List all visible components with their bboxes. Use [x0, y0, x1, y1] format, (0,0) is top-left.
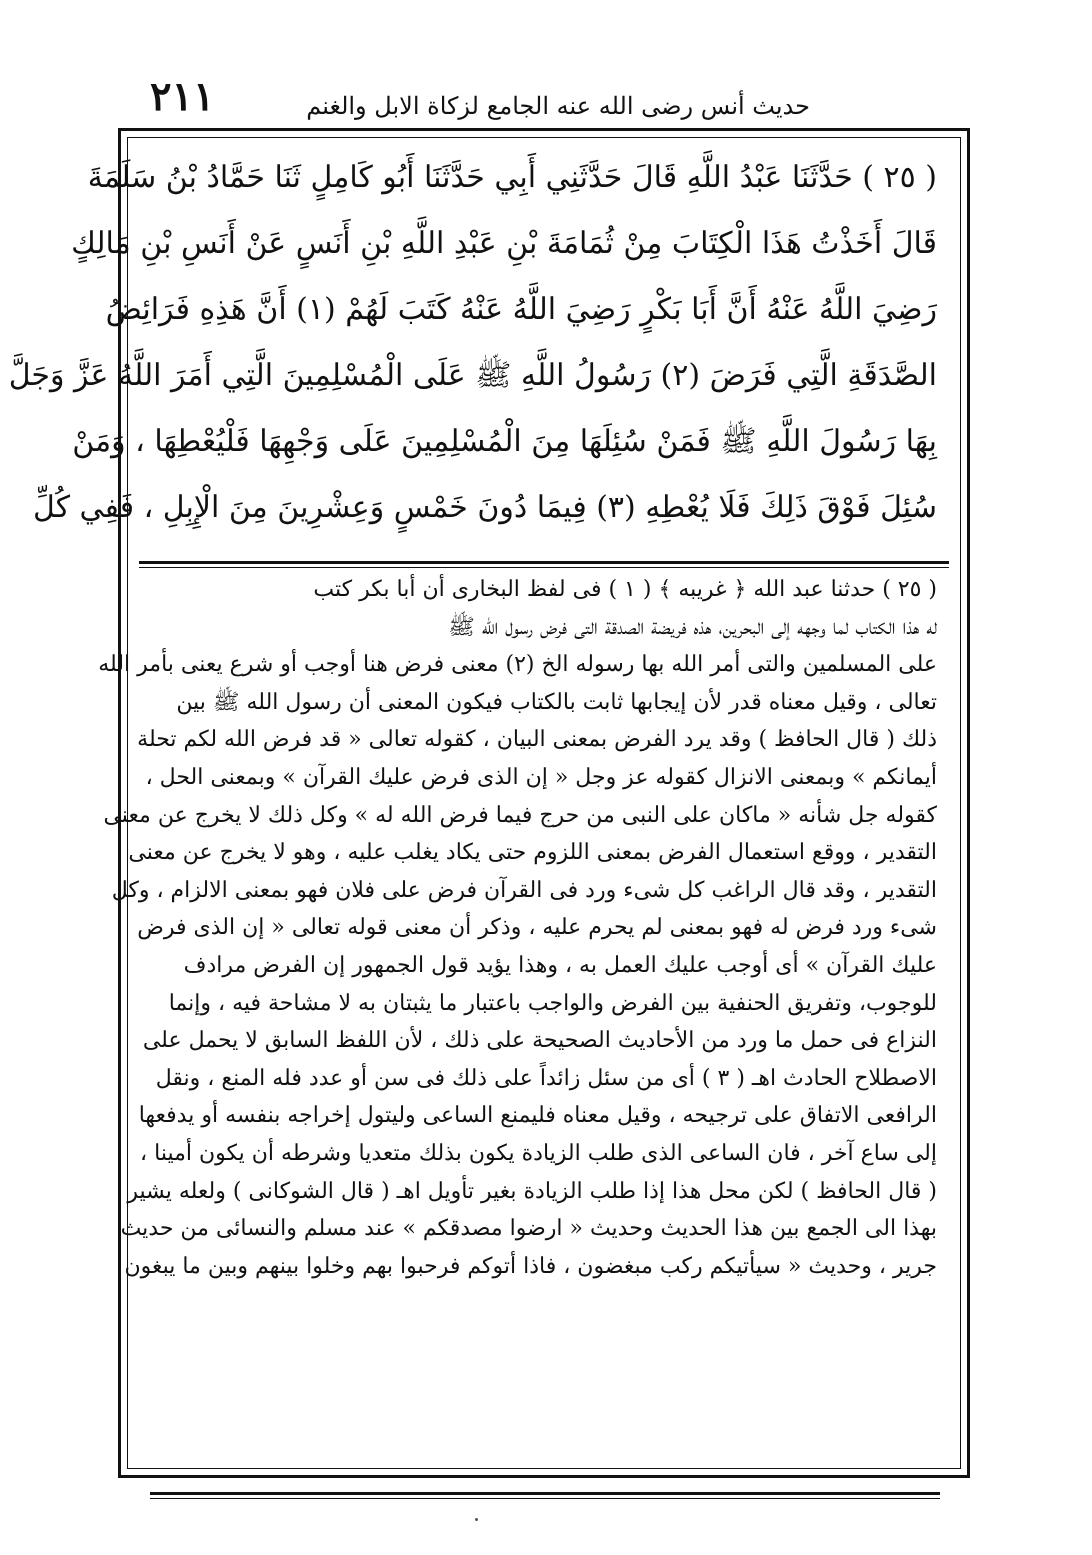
- commentary-line: للوجوب، وتفريق الحنفية بين الفرض والواجب باعتبار ما يثبتان به لا مشاحة فيه ، وإنما: [168, 990, 937, 1016]
- running-title: حديث أنس رضى الله عنه الجامع لزكاة الابل والغنم: [306, 92, 810, 120]
- hadith-line: قَالَ أَخَذْتُ هَذَا الْكِتَابَ مِنْ ثُمَامَةَ بْنِ عَبْدِ اللَّهِ بْنِ أَنَسٍ عَنْ أَنَسِ بْنِ مَالِكٍ: [71, 226, 937, 261]
- hadith-line: رَضِيَ اللَّهُ عَنْهُ أَنَّ أَبَا بَكْرٍ رَضِيَ اللَّهُ عَنْهُ كَتَبَ لَهُمْ (١) أَنَّ هَذِهِ فَرَائِضُ: [105, 292, 937, 327]
- commentary-line: ( قال الحافظ ) لكن محل هذا إذا طلب الزيادة بغير تأويل اهـ ( قال الشوكانى ) ولعله يشير: [127, 1178, 937, 1204]
- commentary-line: أيمانكم » وبمعنى الانزال كقوله عز وجل « إن الذى فرض عليك القرآن » وبمعنى الحل ،: [145, 764, 937, 790]
- hadith-text: [8, 145, 937, 541]
- commentary-line: كقوله جل شأنه « ماكان على النبى من حرج فيما فرض الله له » وكل ذلك لا يخرج عن معنى: [103, 802, 937, 828]
- commentary-line: إلى ساع آخر ، فان الساعى الذى طلب الزيادة يكون بذلك متعديا وشرطه أن يكون أمينا ،: [140, 1140, 937, 1166]
- page-header: [150, 70, 810, 120]
- commentary-line: جرير ، وحديث « سيأتيكم ركب مبغضون ، فاذا أتوكم فرحبوا بهم وخلوا بينهم وبين ما يبغون: [124, 1253, 937, 1279]
- commentary-line: له هذا الكتاب لما وجهه إلى البحرين، هذه فريضة الصدقة التى فرض رسول الله ﷺ: [448, 614, 937, 640]
- commentary-line: الاصطلاح الحادث اهـ ( ٣ ) أى من سئل زائداً على ذلك فى سن أو عدد فله المنع ، ونقل: [155, 1065, 937, 1091]
- commentary-line: الرافعى الاتفاق على ترجيحه ، وقيل معناه فليمنع الساعى وليتول إخراجه بنفسه أو يدفعها: [138, 1103, 937, 1129]
- page-number: ٢١١: [150, 73, 215, 120]
- hadith-line: ( ٢٥ ) حَدَّثَنَا عَبْدُ اللَّهِ قَالَ حَدَّثَنِي أَبِي حَدَّثَنَا أَبُو كَامِلٍ ثَنَا حَمَّادُ بْنُ سَلَمَةَ: [87, 160, 937, 195]
- hadith-line: الصَّدَقَةِ الَّتِي فَرَضَ (٢) رَسُولُ اللَّهِ ﷺ عَلَى الْمُسْلِمِينَ الَّتِي أَمَرَ اللَّهُ عَزَّ وَجَلَّ: [8, 358, 937, 393]
- commentary-line: التقدير ، وقد قال الراغب كل شىء ورد فى القرآن فرض على فلان فهو بمعنى الالزام ، وكل: [111, 877, 937, 903]
- hadith-line: سُئِلَ فَوْقَ ذَلِكَ فَلَا يُعْطِهِ (٣) فِيمَا دُونَ خَمْسٍ وَعِشْرِينَ مِنَ الْإِبِلِ ، فَفِي كُلِّ: [32, 490, 937, 525]
- commentary-line: شىء ورد فرض له فهو بمعنى لم يحرم عليه ، وذكر أن معنى قوله تعالى « إن الذى فرض: [137, 915, 937, 941]
- commentary-line: بهذا الى الجمع بين هذا الحديث وحديث « ارضوا مصدقكم » عند مسلم والنسائى من حديث: [120, 1216, 937, 1242]
- bottom-rule: [150, 1492, 940, 1499]
- commentary-line: النزاع فى حمل ما ورد من الأحاديث الصحيحة على ذلك ، لأن اللفظ السابق لا يحمل على: [142, 1028, 937, 1054]
- commentary-line: على المسلمين والتى أمر الله بها رسوله الخ (٢) معنى فرض هنا أوجب أو شرع يعنى بأمر الله: [98, 652, 937, 678]
- print-speck: [475, 1518, 478, 1521]
- commentary-line: تعالى ، وقيل معناه قدر لأن إيجابها ثابت بالكتاب فيكون المعنى أن رسول الله ﷺ بين: [176, 689, 937, 715]
- commentary-line: ( ٢٥ ) حدثنا عبد الله ﴿ غريبه ﴾ ( ١ ) فى لفظ البخارى أن أبا بكر كتب: [313, 577, 937, 602]
- commentary-line: عليك القرآن » أى أوجب عليك العمل به ، وهذا يؤيد قول الجمهور إن الفرض مرادف: [183, 952, 937, 978]
- commentary-line: التقدير ، ووقع استعمال الفرض بمعنى اللزوم حتى يكاد يغلب عليه ، وهو لا يخرج عن معنى: [128, 840, 937, 866]
- section-divider: [139, 561, 949, 568]
- commentary-text: [98, 571, 937, 1285]
- commentary-line: ذلك ( قال الحافظ ) وقد يرد الفرض بمعنى البيان ، كقوله تعالى « قد فرض الله لكم تحلة: [137, 727, 937, 753]
- text-frame: [8, 128, 970, 1478]
- hadith-line: بِهَا رَسُولَ اللَّهِ ﷺ فَمَنْ سُئِلَهَا مِنَ الْمُسْلِمِينَ عَلَى وَجْهِهَا فَلْيُعْطِهَا ، وَمَنْ: [72, 424, 937, 459]
